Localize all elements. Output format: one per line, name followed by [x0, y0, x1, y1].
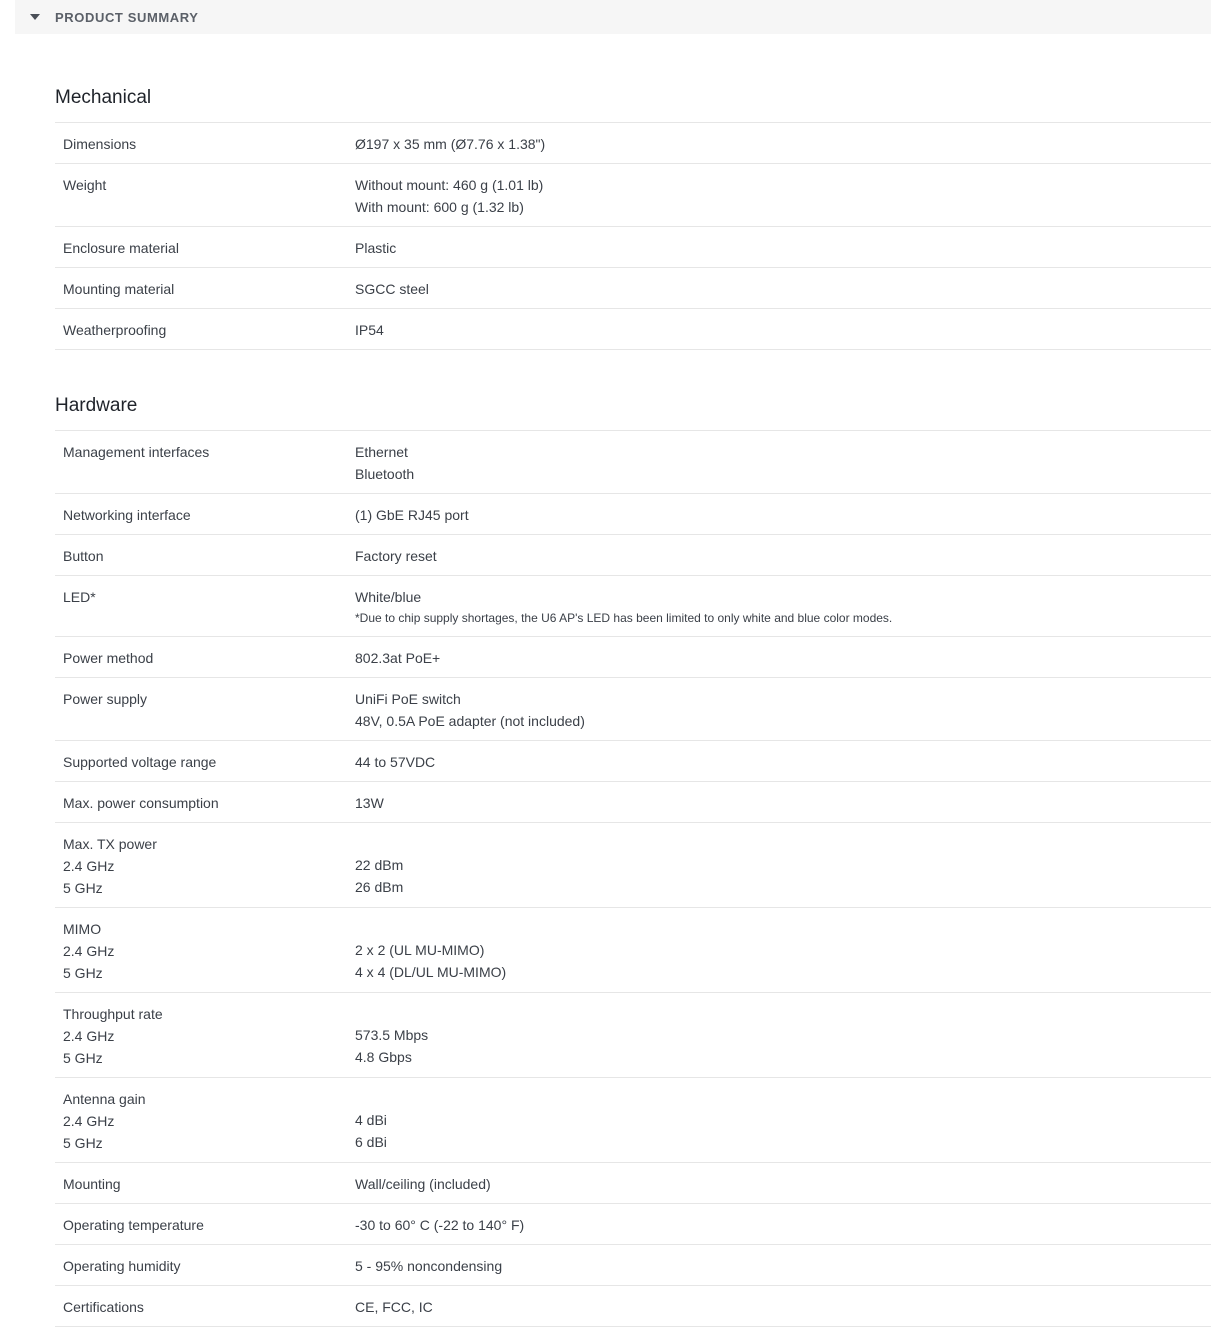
spec-value	[355, 133, 1211, 155]
product-summary-toggle[interactable]	[15, 0, 1211, 34]
spec-label-line: Weatherproofing	[63, 322, 167, 338]
spec-label	[55, 688, 355, 732]
spec-value-spacer	[355, 918, 1211, 939]
spec-row	[55, 494, 1211, 535]
spec-row	[55, 123, 1211, 164]
spec-label-line: Certifications	[63, 1299, 144, 1315]
spec-label-line: 5 GHz	[63, 965, 103, 981]
spec-label-line: Power supply	[63, 691, 148, 707]
spec-value-line: UniFi PoE switch	[355, 691, 461, 707]
spec-value-line: 6 dBi	[355, 1134, 387, 1150]
spec-label-line: Button	[63, 548, 104, 564]
spec-row	[55, 227, 1211, 268]
spec-label	[55, 751, 355, 773]
spec-label	[55, 1296, 355, 1318]
spec-row	[55, 908, 1211, 993]
spec-value-line: 5 - 95% noncondensing	[355, 1258, 503, 1274]
spec-value-line: 13W	[355, 795, 384, 811]
spec-label-line: 2.4 GHz	[63, 943, 115, 959]
spec-value	[355, 833, 1211, 899]
spec-value	[355, 792, 1211, 814]
spec-value-line: Plastic	[355, 240, 397, 256]
spec-value-line: 48V, 0.5A PoE adapter (not included)	[355, 713, 585, 729]
spec-label-line: 5 GHz	[63, 1050, 103, 1066]
spec-label	[55, 918, 355, 984]
spec-table	[55, 430, 1211, 1327]
spec-value	[355, 319, 1211, 341]
spec-label-line: Antenna gain	[63, 1091, 146, 1107]
spec-value	[355, 278, 1211, 300]
spec-value-line: 22 dBm	[355, 857, 404, 873]
spec-label	[55, 545, 355, 567]
spec-value-line: With mount: 600 g (1.32 lb)	[355, 199, 524, 215]
spec-value-spacer	[355, 1003, 1211, 1024]
spec-label	[55, 278, 355, 300]
spec-row	[55, 1078, 1211, 1163]
spec-row	[55, 431, 1211, 494]
spec-value-spacer	[355, 833, 1211, 854]
section-title: Mechanical	[55, 87, 152, 108]
spec-row	[55, 741, 1211, 782]
spec-value-line: Without mount: 460 g (1.01 lb)	[355, 177, 544, 193]
spec-label	[55, 1214, 355, 1236]
spec-value-line: White/blue	[355, 589, 422, 605]
spec-value	[355, 586, 1211, 628]
spec-value-line: 2 x 2 (UL MU-MIMO)	[355, 942, 485, 958]
spec-row	[55, 1286, 1211, 1327]
spec-section	[55, 80, 1211, 350]
spec-row	[55, 993, 1211, 1078]
spec-label-line: Max. power consumption	[63, 795, 219, 811]
spec-row	[55, 164, 1211, 227]
spec-section	[55, 388, 1211, 1327]
spec-row	[55, 268, 1211, 309]
spec-label-line: Throughput rate	[63, 1006, 163, 1022]
spec-table	[55, 122, 1211, 350]
spec-label-line: Networking interface	[63, 507, 191, 523]
spec-label	[55, 586, 355, 628]
spec-label	[55, 792, 355, 814]
spec-value-line: 802.3at PoE+	[355, 650, 441, 666]
spec-row	[55, 1245, 1211, 1286]
spec-label-line: Management interfaces	[63, 444, 210, 460]
spec-value-line: Ethernet	[355, 444, 408, 460]
spec-value-line: 4 x 4 (DL/UL MU-MIMO)	[355, 964, 507, 980]
spec-label	[55, 647, 355, 669]
spec-label-line: Mounting material	[63, 281, 175, 297]
spec-row	[55, 782, 1211, 823]
spec-value-line: 44 to 57VDC	[355, 754, 436, 770]
spec-label	[55, 133, 355, 155]
spec-value	[355, 545, 1211, 567]
spec-label	[55, 441, 355, 485]
spec-label-line: 5 GHz	[63, 880, 103, 896]
spec-label-line: 2.4 GHz	[63, 1028, 115, 1044]
spec-label	[55, 174, 355, 218]
spec-row	[55, 823, 1211, 908]
spec-label	[55, 1088, 355, 1154]
spec-content	[55, 80, 1211, 1327]
spec-value	[355, 688, 1211, 732]
spec-value	[355, 1214, 1211, 1236]
spec-row	[55, 678, 1211, 741]
spec-label-line: Enclosure material	[63, 240, 179, 256]
section-title: Hardware	[55, 395, 138, 416]
spec-value-line: SGCC steel	[355, 281, 429, 297]
spec-value-line: Ø197 x 35 mm (Ø7.76 x 1.38")	[355, 136, 546, 152]
spec-label-line: Max. TX power	[63, 836, 157, 852]
spec-value-spacer	[355, 1088, 1211, 1109]
spec-value-line: 573.5 Mbps	[355, 1027, 429, 1043]
spec-value	[355, 1088, 1211, 1154]
spec-value	[355, 1003, 1211, 1069]
spec-value	[355, 1173, 1211, 1195]
spec-row	[55, 576, 1211, 637]
spec-label-line: Power method	[63, 650, 154, 666]
spec-label	[55, 504, 355, 526]
spec-value-line: 26 dBm	[355, 879, 404, 895]
spec-value-line: Bluetooth	[355, 466, 415, 482]
spec-value	[355, 174, 1211, 218]
spec-row	[55, 637, 1211, 678]
spec-row	[55, 535, 1211, 576]
spec-label	[55, 833, 355, 899]
spec-label-line: 2.4 GHz	[63, 1113, 115, 1129]
spec-value	[355, 504, 1211, 526]
spec-label-line: MIMO	[63, 921, 102, 937]
spec-label	[55, 1255, 355, 1277]
spec-value-line: Factory reset	[355, 548, 437, 564]
spec-label-line: Dimensions	[63, 136, 137, 152]
spec-footnote: *Due to chip supply shortages, the U6 AP's LED has been limited to only white and blue color modes.	[355, 611, 893, 625]
spec-value	[355, 918, 1211, 984]
spec-label-line: Weight	[63, 177, 107, 193]
spec-label-line: Mounting	[63, 1176, 121, 1192]
spec-value-line: CE, FCC, IC	[355, 1299, 433, 1315]
spec-value-line: -30 to 60° C (-22 to 140° F)	[355, 1217, 525, 1233]
spec-row	[55, 309, 1211, 350]
spec-label-line: Operating humidity	[63, 1258, 181, 1274]
spec-value	[355, 1255, 1211, 1277]
spec-row	[55, 1163, 1211, 1204]
product-summary-title: PRODUCT SUMMARY	[55, 9, 199, 25]
spec-label	[55, 1173, 355, 1195]
spec-value	[355, 647, 1211, 669]
spec-label-line: 2.4 GHz	[63, 858, 115, 874]
spec-label-line: 5 GHz	[63, 1135, 103, 1151]
spec-label	[55, 319, 355, 341]
spec-value-line: Wall/ceiling (included)	[355, 1176, 491, 1192]
spec-label-line: Operating temperature	[63, 1217, 204, 1233]
spec-value-line: 4 dBi	[355, 1112, 387, 1128]
spec-value	[355, 751, 1211, 773]
spec-label	[55, 237, 355, 259]
spec-value-line: 4.8 Gbps	[355, 1049, 412, 1065]
spec-value	[355, 237, 1211, 259]
spec-value-line: (1) GbE RJ45 port	[355, 507, 469, 523]
spec-value	[355, 1296, 1211, 1318]
spec-label-line: LED*	[63, 589, 96, 605]
spec-label	[55, 1003, 355, 1069]
spec-value	[355, 441, 1211, 485]
spec-label-line: Supported voltage range	[63, 754, 217, 770]
spec-value-line: IP54	[355, 322, 384, 338]
caret-down-icon	[30, 14, 40, 20]
spec-row	[55, 1204, 1211, 1245]
